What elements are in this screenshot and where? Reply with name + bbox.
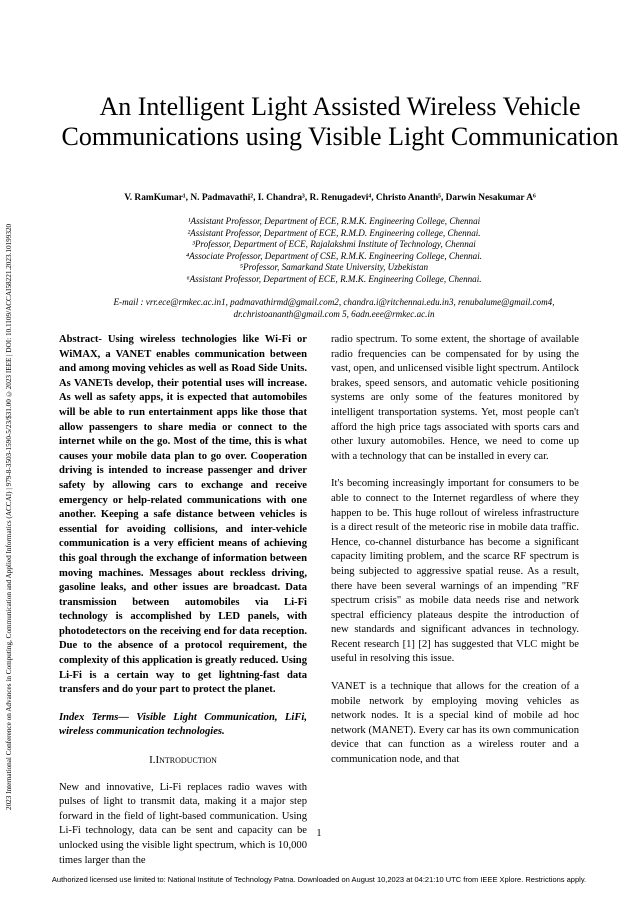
section-heading-introduction: [59, 753, 307, 768]
right-column: [331, 333, 579, 781]
affiliation-2: ²Assistant Professor, Department of ECE, R.M.D. Engineering college, Chennai.: [187, 227, 481, 238]
affiliation-3: ³Professor, Department of ECE, Rajalakshmi Institute of Technology, Chennai: [192, 239, 476, 250]
email-line-2: dr.christoananth@gmail.com 5, 6adn.eee@rmkec.ac.in: [233, 308, 435, 319]
affiliation-4: ⁴Associate Professor, Department of CSE, R.M.K. Engineering College, Chennai.: [185, 250, 483, 261]
email-line-1: E-mail : vrr.ece@rmkec.ac.in1, padmavathirmd@gmail.com2, chandra.i@ritchennai.edu.in3, renubalume@gmail.com4,: [113, 297, 555, 307]
email-block: [30, 297, 638, 320]
affiliations: [30, 216, 638, 286]
license-footer: Authorized licensed use limited to: National Institute of Technology Patna. Downloaded on August 10,2023 at 04:21:10 UTC from IEEE Xplore. Restrictions apply.: [51, 875, 587, 884]
abstract: Abstract- Using wireless technologies like Wi-Fi or WiMAX, a VANET enables communication between and among moving vehicles as well as Road Side Units. As VANETs develop, their potential uses will increase. As well as safety apps, it is expected that automobiles will be able to run entertainment apps like those that allow passengers to share media or connect to the internet while on the go. Most of the time, this is what causes your mobile data plan to go over. Cooperation driving is intended to increase passenger and driver safety by allowing cars to exchange and receive emergency or help-related communications with one another. Keeping a safe distance between vehicles is essential for avoiding collisions, and inter-vehicle communication is a very efficient means of achieving this goal through the exchange of information between moving machines. Messages about reckless driving, gasoline leaks, and other issues are broadcast. Data transmission between automobiles via Li-Fi technology is accomplished by LED panels, with photodetectors on the receiving end for data reception. Due to the absence of a protocol requirement, the complexity of this application is greatly reduced. Using Li-Fi is a certain way to get lightning-fast data transfers and do your part to protect the planet.: [59, 334, 307, 696]
index-terms: Index Terms— Visible Light Communication, LiFi, wireless communication technologies.: [59, 711, 307, 738]
author-list: V. RamKumar¹, N. Padmavathi², I. Chandra³, R. Renugadevi⁴, Christo Ananth⁵, Darwin Nesakumar A⁶: [124, 193, 536, 203]
affiliation-6: ⁶Assistant Professor, Department of ECE, R.M.K. Engineering College, Chennai.: [186, 273, 482, 284]
left-column: [59, 333, 307, 881]
intro-paragraph-2: radio spectrum. To some extent, the shortage of available radio frequencies can be compensated for by using the vast, open, and unlicensed visible light spectrum. Antilock brakes, speed sensors, and automatic vehicle positioning systems are only some of the features monitored by intelligent transportation systems. Yet, most people can't afford the high price tags associated with sports cars and other luxury automobiles. Hence, we need to come up with a technology that can be installed in every car.: [331, 334, 579, 462]
doi-side-note: 2023 International Conference on Advances in Computing, Communication and Applied Informatics (ACCAI) | 979-8-3503-1590-5/23/$31.00 ©2023 IEEE | DOI: 10.1109/ACCAI58221.2023.10199320: [5, 223, 13, 810]
intro-paragraph-3: It's becoming increasingly important for consumers to be able to connect to the Internet regardless of where they happen to be. This huge rollout of wireless infrastructure is a direct result of the meteoric rise in mobile data traffic. Hence, co-channel disturbance has become a significant capacity limiting problem, and the scarce RF spectrum is being subjected to aggressive spatial reuse. As a result, there have been several warnings of an impending "RF spectrum crisis" as mobile data needs rise and network spectral efficiency plateaus despite the introduction of new standards and significant advances in technology. Recent research [1] [2] has suggested that VLC might be useful in resolving this issue.: [331, 478, 579, 665]
page-number: 1: [316, 828, 322, 839]
section-number: I.: [149, 754, 156, 767]
intro-paragraph-4: VANET is a technique that allows for the creation of a mobile network by employing moving vehicles as network nodes. It is a special kind of mobile ad hoc network (MANET). Every car has its own communication device that can function as a wireless router and a communication node, and that: [331, 681, 579, 766]
intro-paragraph-1: New and innovative, Li-Fi replaces radio waves with pulses of light to transmit data, making it a major step forward in the field of light-based communication. Using Li-Fi technology, data can be sent and capacity can be unlocked using the visible light spectrum, which is 10,000 times larger than the: [59, 781, 307, 866]
affiliation-5: ⁵Professor, Samarkand State University, Uzbekistan: [239, 262, 429, 273]
section-title: Introduction: [155, 754, 217, 767]
paper-title: An Intelligent Light Assisted Wireless Vehicle Communications using Visible Light Communication: [61, 92, 619, 151]
affiliation-1: ¹Assistant Professor, Department of ECE, R.M.K. Engineering College, Chennai: [187, 216, 481, 226]
